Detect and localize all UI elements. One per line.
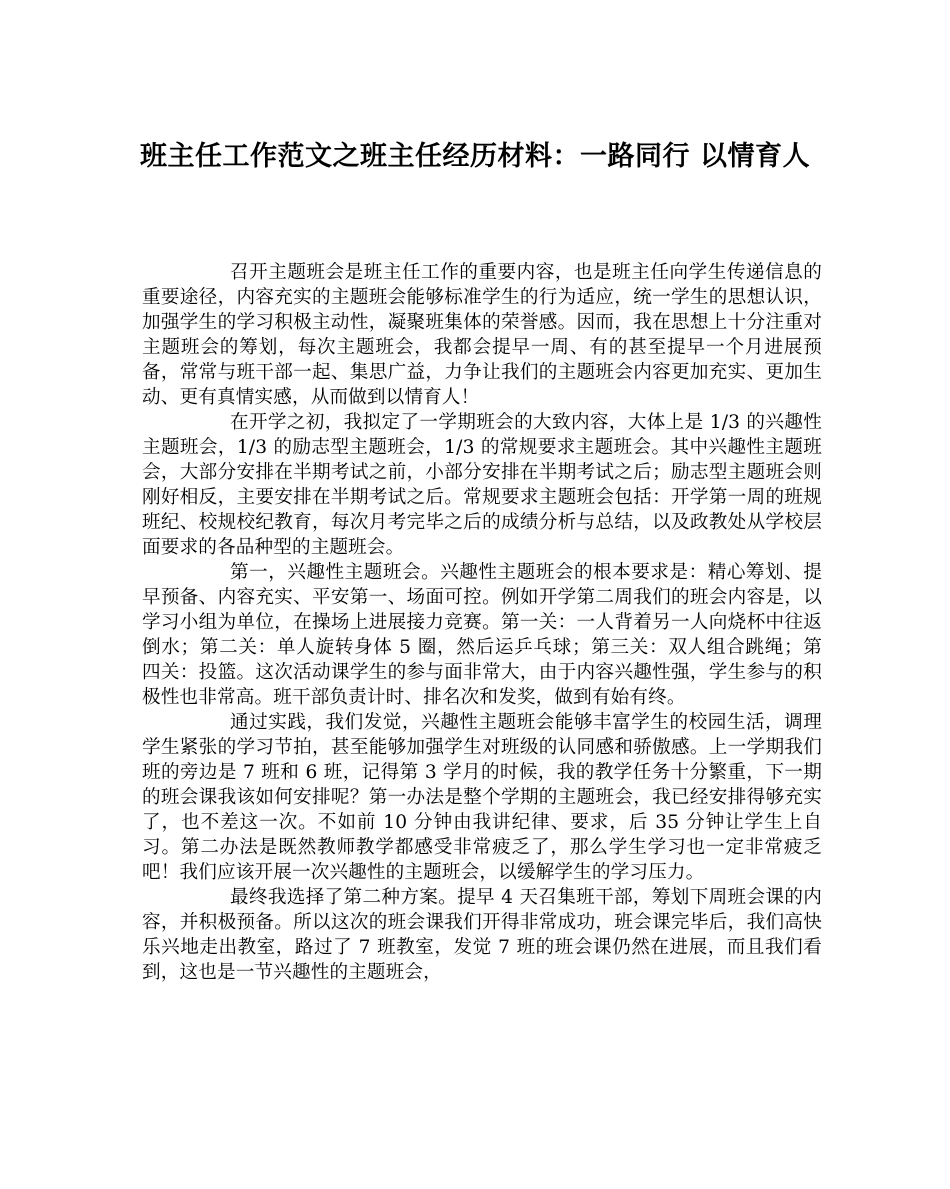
document-body [142, 260, 822, 985]
paragraph-3: 第一，兴趣性主题班会。兴趣性主题班会的根本要求是：精心筹划、提早预备、内容充实、平安第一、场面可控。例如开学第二周我们的班会内容是，以学习小组为单位，在操场上进展接力竞赛。第一关：一人背着另一人向烧杯中往返倒水；第二关：单人旋转身体 5 圈，然后运乒乓球；第三关：双人组合跳绳；第四关：投篮。这次活动课学生的参与面非常大，由于内容兴趣性强，学生参与的积极性也非常高。班干部负责计时、排名次和发奖，做到有始有终。 [142, 562, 822, 708]
paragraph-4: 通过实践，我们发觉，兴趣性主题班会能够丰富学生的校园生活，调理学生紧张的学习节拍，甚至能够加强学生对班级的认同感和骄傲感。上一学期我们班的旁边是 7 班和 6 班，记得第 3 学月的时候，我的教学任务十分繁重，下一期的班会课我该如何安排呢？第一办法是整个学期的主题班会，我已经安排得够充实了，也不差这一次。不如前 10 分钟由我讲纪律、要求，后 35 分钟让学生上自习。第二办法是既然教师教学都感受非常疲乏了，那么学生学习也一定非常疲乏吧！我们应该开展一次兴趣性的主题班会，以缓解学生的学习压力。 [142, 712, 822, 883]
paragraph-1: 召开主题班会是班主任工作的重要内容，也是班主任向学生传递信息的重要途径，内容充实的主题班会能够标准学生的行为适应，统一学生的思想认识，加强学生的学习积极主动性，凝聚班集体的荣誉感。因而，我在思想上十分注重对主题班会的筹划，每次主题班会，我都会提早一周、有的甚至提早一个月进展预备，常常与班干部一起、集思广益，力争让我们的主题班会内容更加充实、更加生动、更有真情实感，从而做到以情育人！ [142, 262, 822, 408]
document-title: 班主任工作范文之班主任经历材料：一路同行 以情育人 [140, 141, 810, 172]
paragraph-2: 在开学之初，我拟定了一学期班会的大致内容，大体上是 1/3 的兴趣性主题班会，1/3 的励志型主题班会，1/3 的常规要求主题班会。其中兴趣性主题班会，大部分安排在半期考试之前，小部分安排在半期考试之后；励志型主题班会则刚好相反，主要安排在半期考试之后。常规要求主题班会包括：开学第一周的班规班纪、校规校纪教育，每次月考完毕之后的成绩分析与总结，以及政教处从学校层面要求的各品种型的主题班会。 [142, 412, 822, 558]
paragraph-5: 最终我选择了第二种方案。提早 4 天召集班干部，筹划下周班会课的内容，并积极预备。所以这次的班会课我们开得非常成功，班会课完毕后，我们高快乐兴地走出教室，路过了 7 班教室，发觉 7 班的班会课仍然在进展，而且我们看到，这也是一节兴趣性的主题班会， [142, 887, 822, 983]
